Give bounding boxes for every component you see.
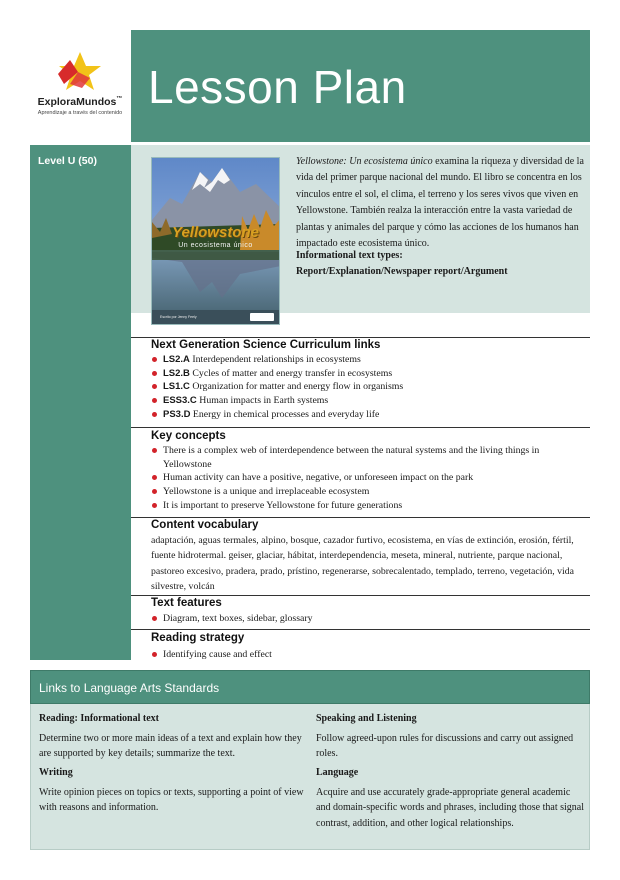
divider	[131, 595, 590, 596]
summary-text: examina la riqueza y diversidad de la vida del primer parque nacional del mundo. El libro se concentra en los vínculos entre el sol, el clima, el terreno y los seres vivos que viven en Yellowstone. También realza la interacción entre la vasta variedad de plantas y animales del parque y cómo las acciones de los humanos han impactado este ecosistema único.	[296, 156, 584, 250]
vocabulary-title: Content vocabulary	[151, 519, 259, 531]
book-cover	[151, 157, 280, 325]
language-text: Acquire and use accurately grade-appropriate general academic and domain-specific words and phrases, including those that signal contrast, addition, and other logical relationships.	[316, 787, 584, 829]
divider	[131, 517, 590, 518]
text-features-title: Text features	[151, 597, 222, 609]
standards-title: Links to Language Arts Standards	[39, 681, 220, 695]
list-item: Identifying cause and effect	[151, 648, 586, 662]
vocabulary-text: adaptación, aguas termales, alpino, bosque, cazador furtivo, ecosistema, en vías de extinción, erosión, fértil, fuente hidrotermal. geiser, glaciar, hábitat, interdependencia, meseta, mineral, nutriente, parque nacional, pastoreo excesivo, pradera, prado, prístino, regenerarse, sobrecalentado, templado, terreno, vegetación, vida silvestre, volcán	[151, 535, 574, 593]
divider	[131, 427, 590, 428]
cover-author: Escrito por Jenny Feely	[160, 315, 197, 319]
writing-text: Write opinion pieces on topics or texts, supporting a point of view with reasons and information.	[39, 787, 304, 814]
list-item: Diagram, text boxes, sidebar, glossary	[151, 612, 586, 626]
logo-brand: ExploraMundos™	[37, 96, 123, 108]
list-item: LS2.A Interdependent relationships in ecosystems	[151, 353, 586, 367]
logo-tagline: Aprendizaje a través del contenido	[37, 110, 123, 116]
star-logo-icon	[56, 50, 102, 94]
reading-strategy-list	[151, 648, 586, 662]
cover-publisher-logo	[250, 313, 274, 321]
speaking-text: Follow agreed-upon rules for discussions and carry out assigned roles.	[316, 733, 574, 760]
sidebar	[30, 145, 131, 660]
page-title: Lesson Plan	[148, 61, 407, 113]
list-item: ESS3.C Human impacts in Earth systems	[151, 394, 586, 408]
cover-title: Yellowstone	[172, 224, 259, 241]
text-types-heading: Informational text types:	[296, 250, 403, 261]
list-item: It is important to preserve Yellowstone for future generations	[151, 499, 586, 513]
key-concepts-list	[151, 444, 586, 513]
book-summary	[296, 154, 586, 252]
list-item: LS1.C Organization for matter and energy flow in organisms	[151, 380, 586, 394]
list-item: LS2.B Cycles of matter and energy transfer in ecosystems	[151, 367, 586, 381]
language-heading: Language	[316, 767, 359, 778]
list-item: Yellowstone is a unique and irreplaceable ecosystem	[151, 485, 586, 499]
key-concepts-title: Key concepts	[151, 430, 226, 442]
logo	[30, 30, 130, 130]
writing-heading: Writing	[39, 767, 73, 778]
level-label: Level U (50)	[38, 155, 97, 167]
list-item: PS3.D Energy in chemical processes and everyday life	[151, 408, 586, 422]
cover-subtitle: Un ecosistema único	[178, 242, 253, 249]
speaking-heading: Speaking and Listening	[316, 713, 417, 724]
divider	[131, 629, 590, 630]
text-types-value: Report/Explanation/Newspaper report/Argument	[296, 266, 508, 277]
divider	[131, 337, 590, 338]
reading-strategy-title: Reading strategy	[151, 632, 245, 644]
list-item: There is a complex web of interdependence between the natural systems and the living things in Yellowstone	[151, 444, 586, 471]
text-features-list	[151, 612, 586, 626]
ngss-title: Next Generation Science Curriculum links	[151, 339, 381, 351]
reading-heading: Reading: Informational text	[39, 713, 159, 724]
book-title-italic: Yellowstone: Un ecosistema único	[296, 156, 433, 167]
ngss-list	[151, 353, 586, 422]
reading-text: Determine two or more main ideas of a text and explain how they are supported by key details; summarize the text.	[39, 733, 302, 760]
list-item: Human activity can have a positive, negative, or unforeseen impact on the park	[151, 471, 586, 485]
